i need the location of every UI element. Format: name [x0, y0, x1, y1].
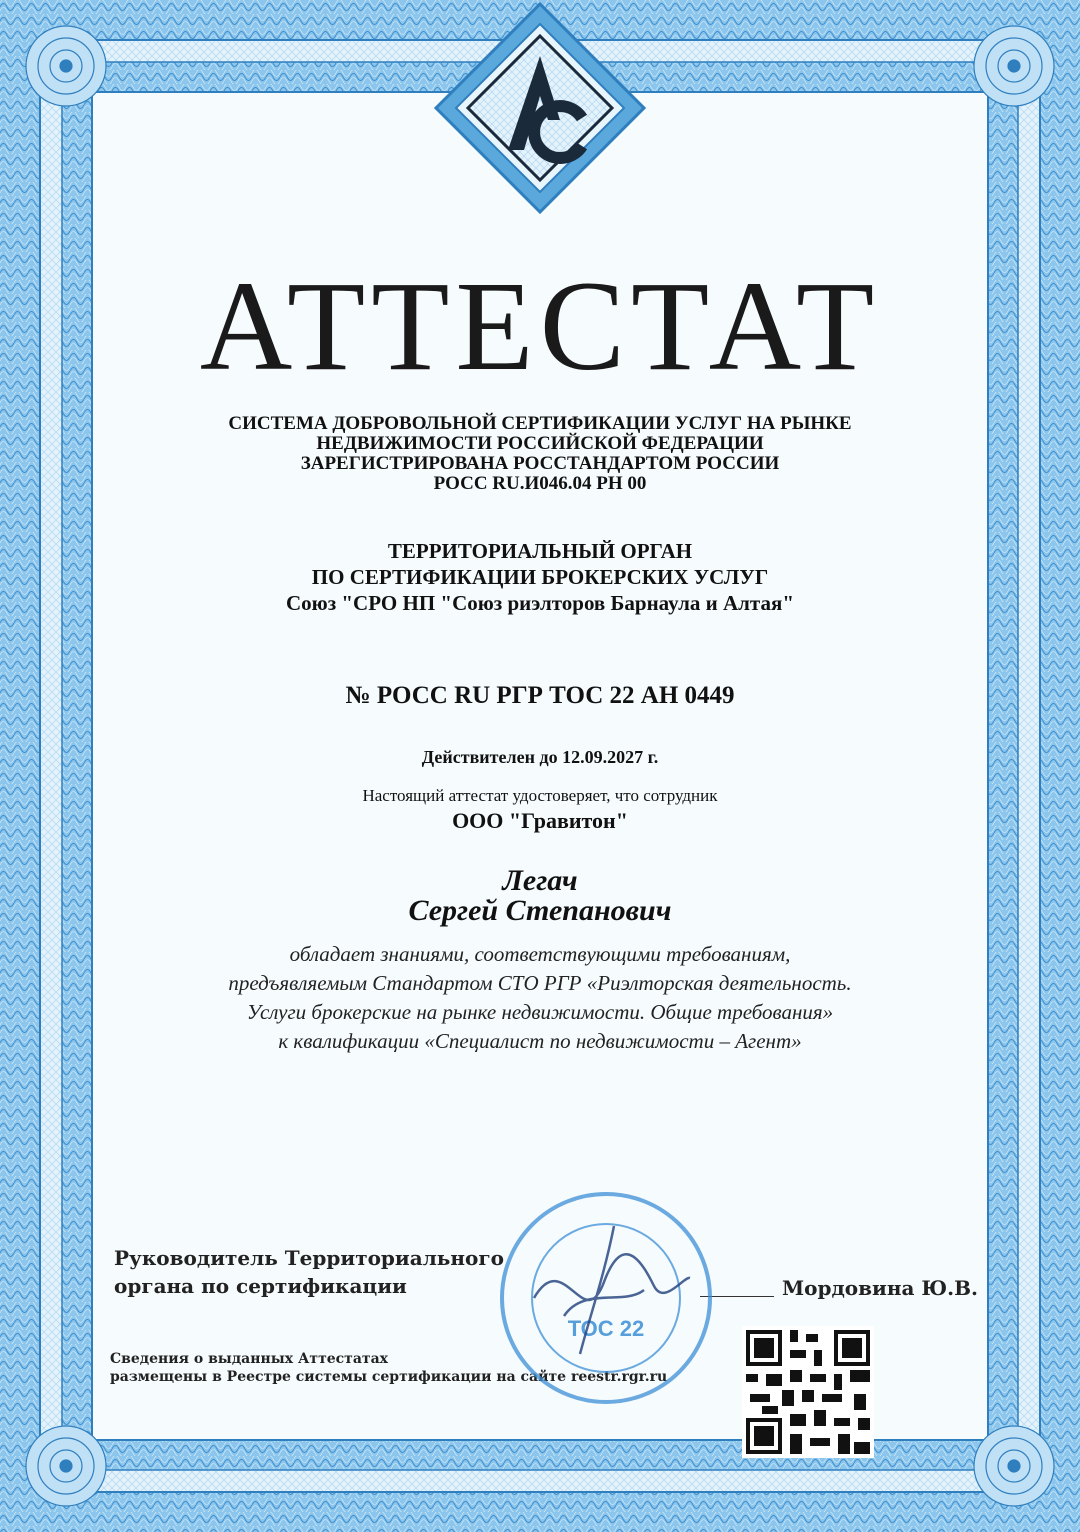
qualification-description — [0, 940, 1080, 1056]
certificate-number: № РОСС RU РГР ТОС 22 АН 0449 — [345, 682, 735, 709]
registry-line: размещены в Реестре системы сертификации на сайте reestr.rgr.ru — [110, 1369, 668, 1385]
territorial-line: ТЕРРИТОРИАЛЬНЫЙ ОРГАН — [387, 539, 693, 563]
attest-statement: Настоящий аттестат удостоверяет, что сотрудник — [362, 786, 718, 805]
person-given-name: Сергей Степанович — [408, 894, 672, 927]
head-label-line: органа по сертификации — [114, 1274, 407, 1298]
round-stamp — [494, 1186, 718, 1410]
description-line: обладает знаниями, соответствующими требованиям, — [289, 942, 791, 966]
diamond-logo — [432, 0, 648, 216]
valid-until: Действителен до 12.09.2027 г. — [421, 747, 659, 767]
registry-line: Сведения о выданных Аттестатах — [110, 1351, 389, 1367]
system-line: ЗАРЕГИСТРИРОВАНА РОССТАНДАРТОМ РОССИИ — [300, 453, 780, 474]
document-title: АТТЕСТАТ — [199, 255, 881, 397]
organization-name: ООО "Гравитон" — [452, 808, 628, 833]
territorial-body — [0, 538, 1080, 616]
system-line: НЕДВИЖИМОСТИ РОССИЙСКОЙ ФЕДЕРАЦИИ — [316, 433, 764, 454]
head-label — [114, 1244, 504, 1300]
description-line: предъявляемым Стандартом СТО РГР «Риэлторская деятельность. — [228, 971, 852, 995]
territorial-line: Союз "СРО НП "Союз риэлторов Барнаула и Алтая" — [285, 591, 795, 615]
person-surname: Легач — [502, 864, 578, 897]
head-label-line: Руководитель Территориального — [114, 1246, 504, 1270]
qr-code — [742, 1326, 874, 1458]
territorial-line: ПО СЕРТИФИКАЦИИ БРОКЕРСКИХ УСЛУГ — [311, 565, 769, 589]
system-line: РОСС RU.И046.04 РН 00 — [433, 473, 647, 494]
system-line: СИСТЕМА ДОБРОВОЛЬНОЙ СЕРТИФИКАЦИИ УСЛУГ НА РЫНКЕ — [228, 413, 852, 434]
signer-name: Мордовина Ю.В. — [782, 1276, 978, 1300]
description-line: Услуги брокерские на рынке недвижимости. Общие требования» — [246, 1000, 834, 1024]
description-line: к квалификации «Специалист по недвижимости – Агент» — [278, 1029, 802, 1053]
certification-system — [0, 414, 1080, 494]
person-name — [0, 866, 1080, 926]
stamp-center-text: ТОС 22 — [567, 1316, 645, 1341]
